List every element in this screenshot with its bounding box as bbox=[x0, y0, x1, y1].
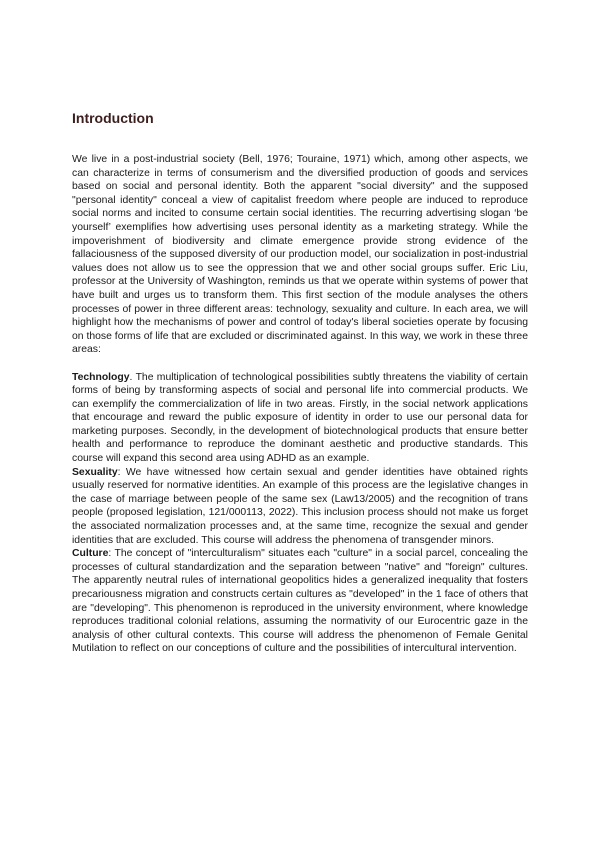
culture-term: Culture bbox=[72, 548, 109, 560]
technology-paragraph bbox=[72, 371, 528, 466]
technology-term: Technology bbox=[72, 371, 130, 383]
culture-punct: : bbox=[108, 548, 112, 560]
document-page bbox=[72, 108, 528, 656]
section-title: Introduction bbox=[72, 110, 154, 126]
sexuality-term: Sexuality bbox=[72, 466, 118, 478]
sexuality-punct: : bbox=[117, 466, 121, 478]
culture-paragraph bbox=[72, 547, 528, 656]
technology-text: The multiplication of technological possibilities subtly threatens the viability of certain forms of being by transforming aspects of social and personal life into commercial products. We can exemplify the commercialization of life in two areas. Firstly, in the social network applications that encourage and reward the public exposure of identity in order to use our personal data for marketing purposes. Secondly, in the development of biotechnological products that ensure better health and performance to reproduce the dominant aesthetic and productive standards. This course will expand this second area using ADHD as an example. bbox=[72, 371, 528, 465]
sexuality-paragraph bbox=[72, 466, 528, 548]
sexuality-text: We have witnessed how certain sexual and gender identities have obtained rights usually reserved for normative identities. An example of this process are the legislative changes in the case of marriage between people of the same sex (Law13/2005) and the recognition of trans people (proposed legislation, 121/000113, 2022). This inclusion process should not make us forget the associated normalization processes and, at the same time, recognize the sexual and gender identities that are excluded. This course will address the phenomena of transgender minors. bbox=[72, 466, 528, 546]
culture-text: The concept of "interculturalism" situates each "culture" in a social parcel, concealing the processes of cultural standardization and the separation between "native" and "foreign" cultures. The apparently neutral rules of international geopolitics hides a generalized inequality that fosters precariousness migration and constructs certain cultures as "developed" in the 1 face of others that are "developing". This phenomenon is reproduced in the university environment, where knowledge reproduces traditional colonial relations, assuming the normativity of our Eurocentric gaze in the analysis of other cultural contexts. This course will address the phenomenon of Female Genital Mutilation to reflect on our conceptions of culture and the possibilities of intercultural intervention. bbox=[72, 548, 528, 655]
technology-punct: . bbox=[129, 371, 133, 383]
intro-paragraph: We live in a post-industrial society (Bell, 1976; Touraine, 1971) which, among other aspects, we can characterize in terms of consumerism and the diversified production of goods and services based on social and personal identity. Both the apparent "social diversity" and the supposed "personal identity" conceal a view of capitalist freedom where people are induced to reproduce social norms and incited to consume certain social identities. The recurring advertising slogan ‘be yourself’ exemplifies how advertising uses personal identity as a marketing strategy. While the impoverishment of biodiversity and climate emergence provide strong evidence of the fallaciousness of the supposed diversity of our production model, our socialization in post-industrial values does not allow us to see the oppression that we and other social groups suffer. Eric Liu, professor at the University of Washington, reminds us that we operate within systems of power that have built and urges us to transform them. This first section of the module analyses the others processes of power in three different areas: technology, sexuality and culture. In each area, we will highlight how the mechanisms of power and control of today's liberal societies operate by focusing on those forms of life that are excluded or discriminated against. In this way, we work in these three areas: bbox=[72, 154, 528, 356]
